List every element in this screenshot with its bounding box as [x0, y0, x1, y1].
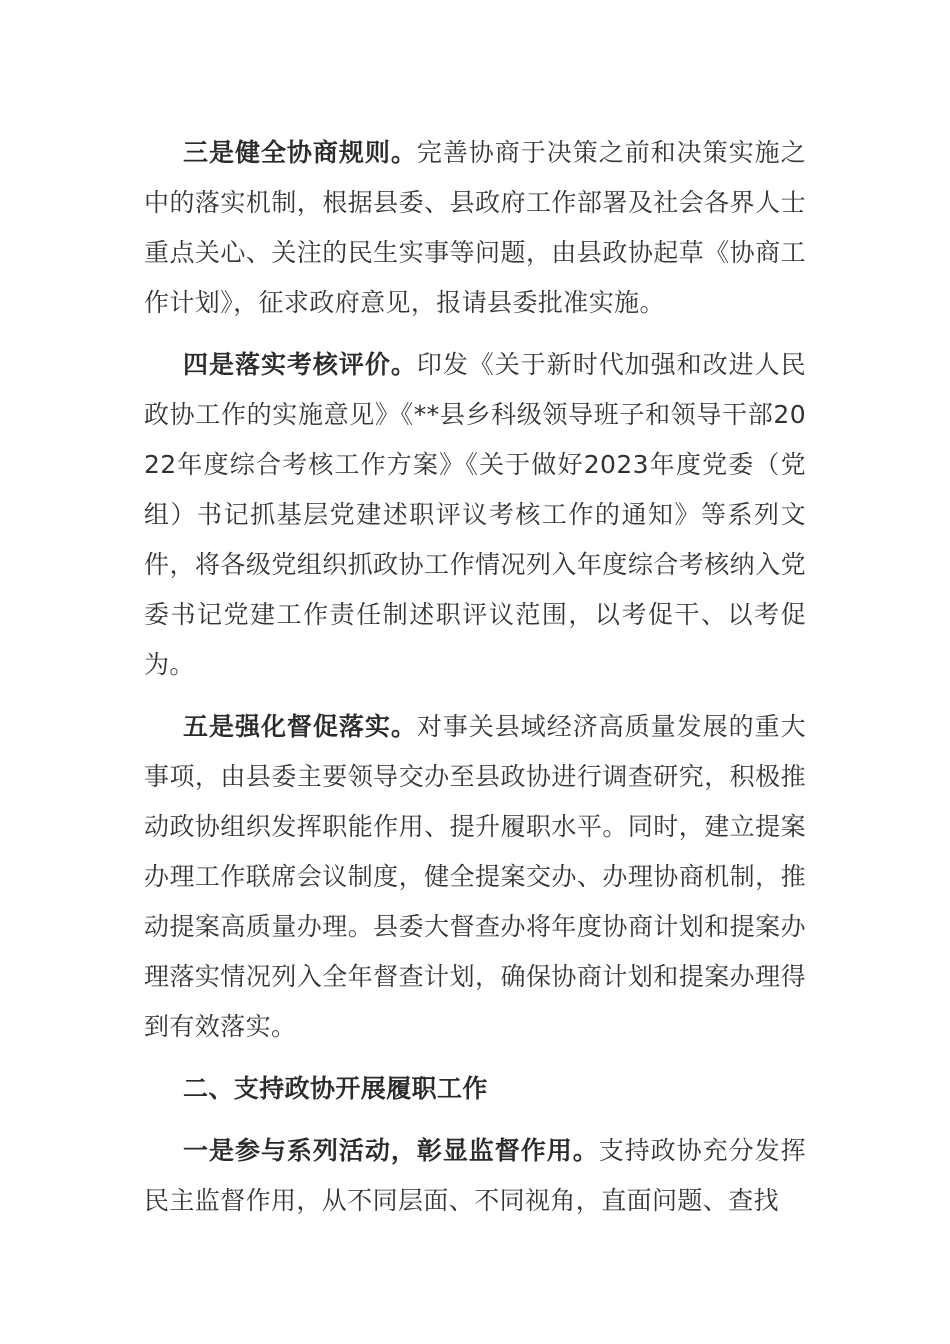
paragraph-text: 印发《关于新时代加强和改进人民政协工作的实施意见》《**县乡科级领导班子和领导干部2022年度综合考核工作方案》《关于做好2023年度党委（党组）书记抓基层党建述职评议考核工作的通知》等系列文件，将各级党组织抓政协工作情况列入年度综合考核纳入党委书记党建工作责任制述职评议范围，以考促干、以考促为。: [144, 350, 806, 679]
paragraph-text: 完善协商于决策之前和决策实施之中的落实机制，根据县委、县政府工作部署及社会各界人士重点关心、关注的民生实事等问题，由县政协起草《协商工作计划》，征求政府意见，报请县委批准实施。: [144, 138, 806, 317]
document-body: [144, 128, 806, 1238]
paragraph-lead: 五是强化督促落实。: [183, 712, 417, 741]
section-heading: 二、支持政协开展履职工作: [183, 1074, 488, 1103]
paragraph-3: [144, 128, 806, 328]
paragraph-text: 支持政协充分发挥民主监督作用，从不同层面、不同视角，直面问题、查找: [144, 1136, 806, 1215]
paragraph-section2-1: [144, 1126, 806, 1226]
paragraph-lead: 四是落实考核评价。: [183, 350, 417, 379]
paragraph-4: [144, 340, 806, 690]
paragraph-lead: 三是健全协商规则。: [183, 138, 417, 167]
paragraph-text: 对事关县域经济高质量发展的重大事项，由县委主要领导交办至县政协进行调查研究，积极推动政协组织发挥职能作用、提升履职水平。同时，建立提案办理工作联席会议制度，健全提案交办、办理协商机制，推动提案高质量办理。县委大督查办将年度协商计划和提案办理落实情况列入全年督查计划，确保协商计划和提案办理得到有效落实。: [144, 712, 806, 1041]
paragraph-lead: 一是参与系列活动，彰显监督作用。: [183, 1136, 599, 1165]
paragraph-5: [144, 702, 806, 1052]
